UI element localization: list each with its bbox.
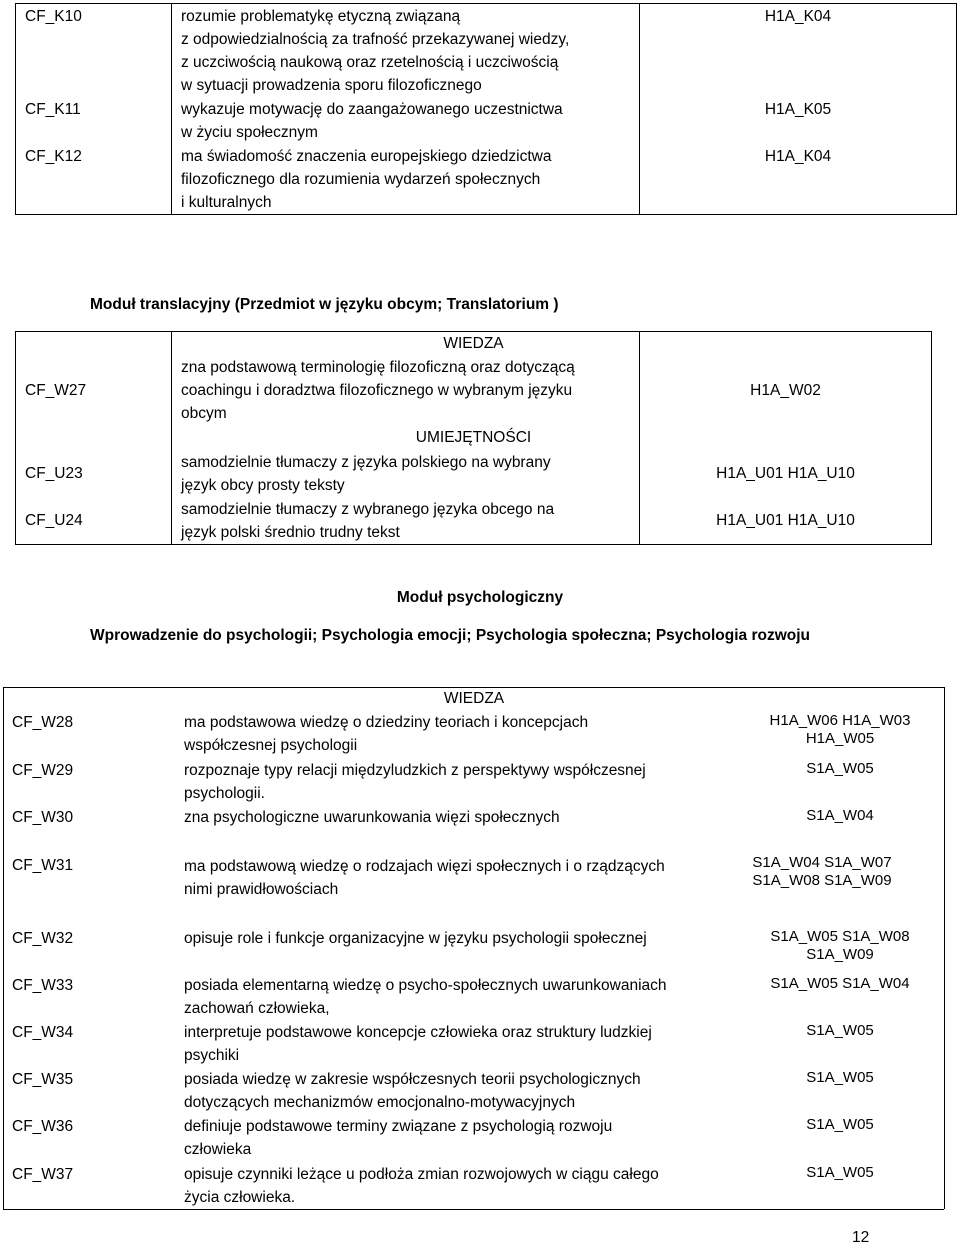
reference-cell: S1A_W05 bbox=[806, 1116, 874, 1133]
description-cell: posiada elementarną wiedzę o psycho-społecznych uwarunkowaniach zachowań człowieka, bbox=[184, 977, 667, 1017]
header-umiejetnosci: UMIEJĘTNOŚCI bbox=[415, 429, 532, 446]
description-cell: rozumie problematykę etyczną związaną z odpowiedzialnością za trafność przekazywanej wiedzy, z uczciwością naukową oraz rzetelnością i uczciwością w sytuacji prowadzenia sporu filozoficznego bbox=[181, 8, 570, 94]
description-cell: ma świadomość znaczenia europejskiego dziedzictwa filozoficznego dla rozumienia wydarzeń społecznych i kulturalnych bbox=[181, 148, 552, 211]
reference-cell: H1A_W02 bbox=[750, 382, 821, 399]
code-cell: CF_W36 bbox=[12, 1118, 74, 1135]
reference-cell: H1A_U01 H1A_U10 bbox=[716, 465, 855, 482]
description-cell: definiuje podstawowe terminy związane z psychologią rozwoju człowieka bbox=[184, 1118, 613, 1158]
section-subtitle: Wprowadzenie do psychologii; Psychologia emocji; Psychologia społeczna; Psychologia rozwoju bbox=[90, 627, 811, 644]
header-wiedza: WIEDZA bbox=[443, 690, 505, 707]
section-title: Moduł psychologiczny bbox=[396, 589, 564, 606]
code-cell: CF_W37 bbox=[12, 1166, 74, 1183]
code-cell: CF_K12 bbox=[25, 148, 82, 165]
code-cell: CF_W30 bbox=[12, 809, 74, 826]
description-cell: zna podstawową terminologię filozoficzną oraz dotyczącą coachingu i doradztwa filozoficznego w wybranym języku obcym bbox=[181, 359, 575, 422]
code-cell: CF_W34 bbox=[12, 1024, 74, 1041]
description-cell: ma podstawowa wiedzę o dziedziny teoriach i koncepcjach współczesnej psychologii bbox=[184, 714, 589, 754]
description-cell: interpretuje podstawowe koncepcje człowieka oraz struktury ludzkiej psychiki bbox=[184, 1024, 652, 1064]
code-cell: CF_U24 bbox=[25, 512, 83, 529]
description-cell: samodzielnie tłumaczy z wybranego języka obcego na język polski średnio trudny tekst bbox=[181, 501, 555, 541]
code-cell: CF_W33 bbox=[12, 977, 74, 994]
code-cell: CF_U23 bbox=[25, 465, 83, 482]
code-cell: CF_K10 bbox=[25, 8, 82, 25]
header-wiedza: WIEDZA bbox=[443, 335, 504, 352]
reference-cell: H1A_K05 bbox=[764, 101, 832, 118]
page-number: 12 bbox=[852, 1229, 870, 1246]
code-cell: CF_K11 bbox=[25, 101, 81, 118]
reference-cell: S1A_W05 bbox=[806, 1164, 874, 1181]
code-cell: CF_W32 bbox=[12, 930, 74, 947]
reference-cell: S1A_W05 S1A_W08 S1A_W09 bbox=[770, 928, 910, 963]
code-cell: CF_W35 bbox=[12, 1071, 74, 1088]
reference-cell: S1A_W05 bbox=[806, 760, 874, 777]
reference-cell: H1A_K04 bbox=[764, 148, 832, 165]
description-cell: rozpoznaje typy relacji międzyludzkich z perspektywy współczesnej psychologii. bbox=[184, 762, 646, 802]
reference-cell: S1A_W04 S1A_W07 S1A_W08 S1A_W09 bbox=[752, 854, 892, 889]
reference-cell: H1A_U01 H1A_U10 bbox=[716, 512, 855, 529]
reference-cell: S1A_W05 bbox=[806, 1069, 874, 1086]
code-cell: CF_W27 bbox=[25, 382, 87, 399]
section-title: Moduł translacyjny (Przedmiot w języku obcym; Translatorium ) bbox=[90, 296, 559, 313]
description-cell: opisuje role i funkcje organizacyjne w języku psychologii społecznej bbox=[184, 930, 647, 947]
code-cell: CF_W28 bbox=[12, 714, 74, 731]
reference-cell: H1A_W06 H1A_W03 H1A_W05 bbox=[769, 712, 911, 747]
description-cell: zna psychologiczne uwarunkowania więzi społecznych bbox=[184, 809, 560, 826]
reference-cell: S1A_W05 S1A_W04 bbox=[770, 975, 910, 992]
reference-cell: S1A_W04 bbox=[806, 807, 874, 824]
description-cell: ma podstawową wiedzę o rodzajach więzi społecznych i o rządzących nimi prawidłowościach bbox=[184, 858, 665, 898]
reference-cell: H1A_K04 bbox=[764, 8, 832, 25]
code-cell: CF_W31 bbox=[12, 857, 74, 874]
description-cell: samodzielnie tłumaczy z języka polskiego na wybrany język obcy prosty teksty bbox=[181, 454, 551, 494]
reference-cell: S1A_W05 bbox=[806, 1022, 874, 1039]
description-cell: opisuje czynniki leżące u podłoża zmian rozwojowych w ciągu całego życia człowieka. bbox=[184, 1166, 659, 1206]
code-cell: CF_W29 bbox=[12, 762, 74, 779]
description-cell: wykazuje motywację do zaangażowanego uczestnictwa w życiu społecznym bbox=[181, 101, 563, 141]
description-cell: posiada wiedzę w zakresie współczesnych teorii psychologicznych dotyczących mechanizmów emocjonalno-motywacyjnych bbox=[184, 1071, 641, 1111]
